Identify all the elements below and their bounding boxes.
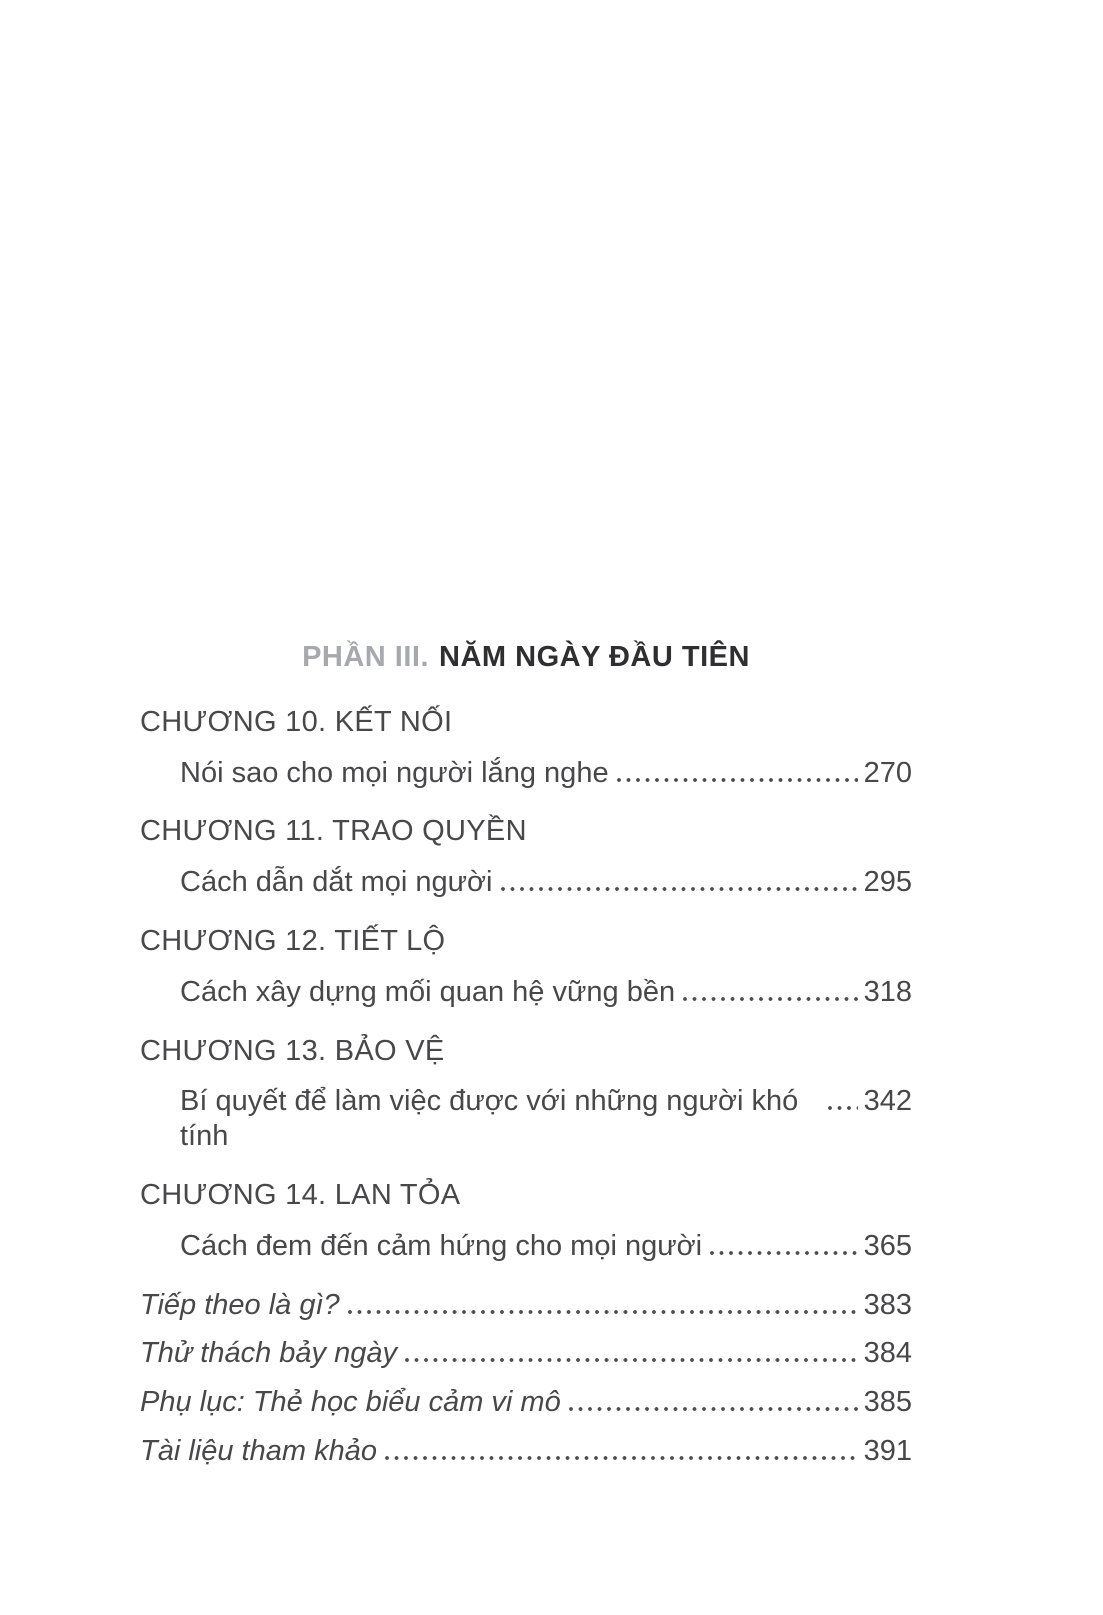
toc-entry xyxy=(140,1434,912,1469)
entry-page-number: 391 xyxy=(863,1434,912,1467)
entry-title: Tiếp theo là gì? xyxy=(140,1288,340,1321)
toc-entry xyxy=(140,1288,912,1323)
toc-entry xyxy=(140,975,912,1010)
entry-title: Bí quyết để làm việc được với những người khó tính xyxy=(180,1085,799,1153)
entry-page-number: 385 xyxy=(863,1386,912,1419)
toc-content xyxy=(140,640,912,1483)
dot-leader xyxy=(348,1309,858,1314)
entry-title: Nói sao cho mọi người lắng nghe xyxy=(180,756,609,789)
entry-title: Cách dẫn dắt mọi người xyxy=(180,866,493,899)
dot-leader xyxy=(569,1406,858,1411)
entry-page-number: 384 xyxy=(863,1337,912,1370)
dot-leader xyxy=(501,886,858,891)
dot-leader xyxy=(710,1250,858,1255)
toc-chapter-block xyxy=(140,924,912,1010)
dot-leader xyxy=(828,1105,858,1110)
entry-title: Tài liệu tham khảo xyxy=(140,1434,377,1467)
back-matter-list xyxy=(140,1288,912,1469)
entry-page-number: 383 xyxy=(863,1288,912,1321)
toc-entry xyxy=(140,1385,912,1420)
toc-list xyxy=(140,705,912,1469)
toc-chapter-block xyxy=(140,1178,912,1264)
entry-title: Thử thách bảy ngày xyxy=(140,1337,397,1370)
chapter-heading: CHƯƠNG 12. TIẾT LỘ xyxy=(140,924,446,957)
dot-leader xyxy=(385,1455,858,1460)
chapter-heading: CHƯƠNG 14. LAN TỎA xyxy=(140,1178,461,1211)
dot-leader xyxy=(683,996,858,1001)
toc-chapter-block xyxy=(140,705,912,791)
entry-title: Phụ lục: Thẻ học biểu cảm vi mô xyxy=(140,1386,561,1419)
entry-page-number: 318 xyxy=(863,975,912,1008)
chapter-heading: CHƯƠNG 10. KẾT NỐI xyxy=(140,705,453,738)
entry-page-number: 270 xyxy=(863,756,912,789)
chapter-heading: CHƯƠNG 11. TRAO QUYỀN xyxy=(140,815,527,848)
toc-entry xyxy=(140,1336,912,1371)
toc-entry xyxy=(140,1084,912,1154)
dot-leader xyxy=(617,777,858,782)
part-label: PHẦN III. xyxy=(302,641,430,673)
entry-title: Cách đem đến cảm hứng cho mọi người xyxy=(180,1229,703,1262)
entry-page-number: 342 xyxy=(863,1085,912,1118)
chapter-heading: CHƯƠNG 13. BẢO VỆ xyxy=(140,1034,445,1067)
toc-chapter-block xyxy=(140,814,912,900)
entry-page-number: 295 xyxy=(863,866,912,899)
entry-title: Cách xây dựng mối quan hệ vững bền xyxy=(180,975,676,1008)
toc-entry xyxy=(140,865,912,900)
part-title: NĂM NGÀY ĐẦU TIÊN xyxy=(439,641,750,673)
toc-entry xyxy=(140,1229,912,1264)
toc-entry xyxy=(140,756,912,791)
part-heading xyxy=(140,640,912,675)
dot-leader xyxy=(405,1357,858,1362)
toc-chapter-block xyxy=(140,1034,912,1154)
entry-page-number: 365 xyxy=(863,1229,912,1262)
